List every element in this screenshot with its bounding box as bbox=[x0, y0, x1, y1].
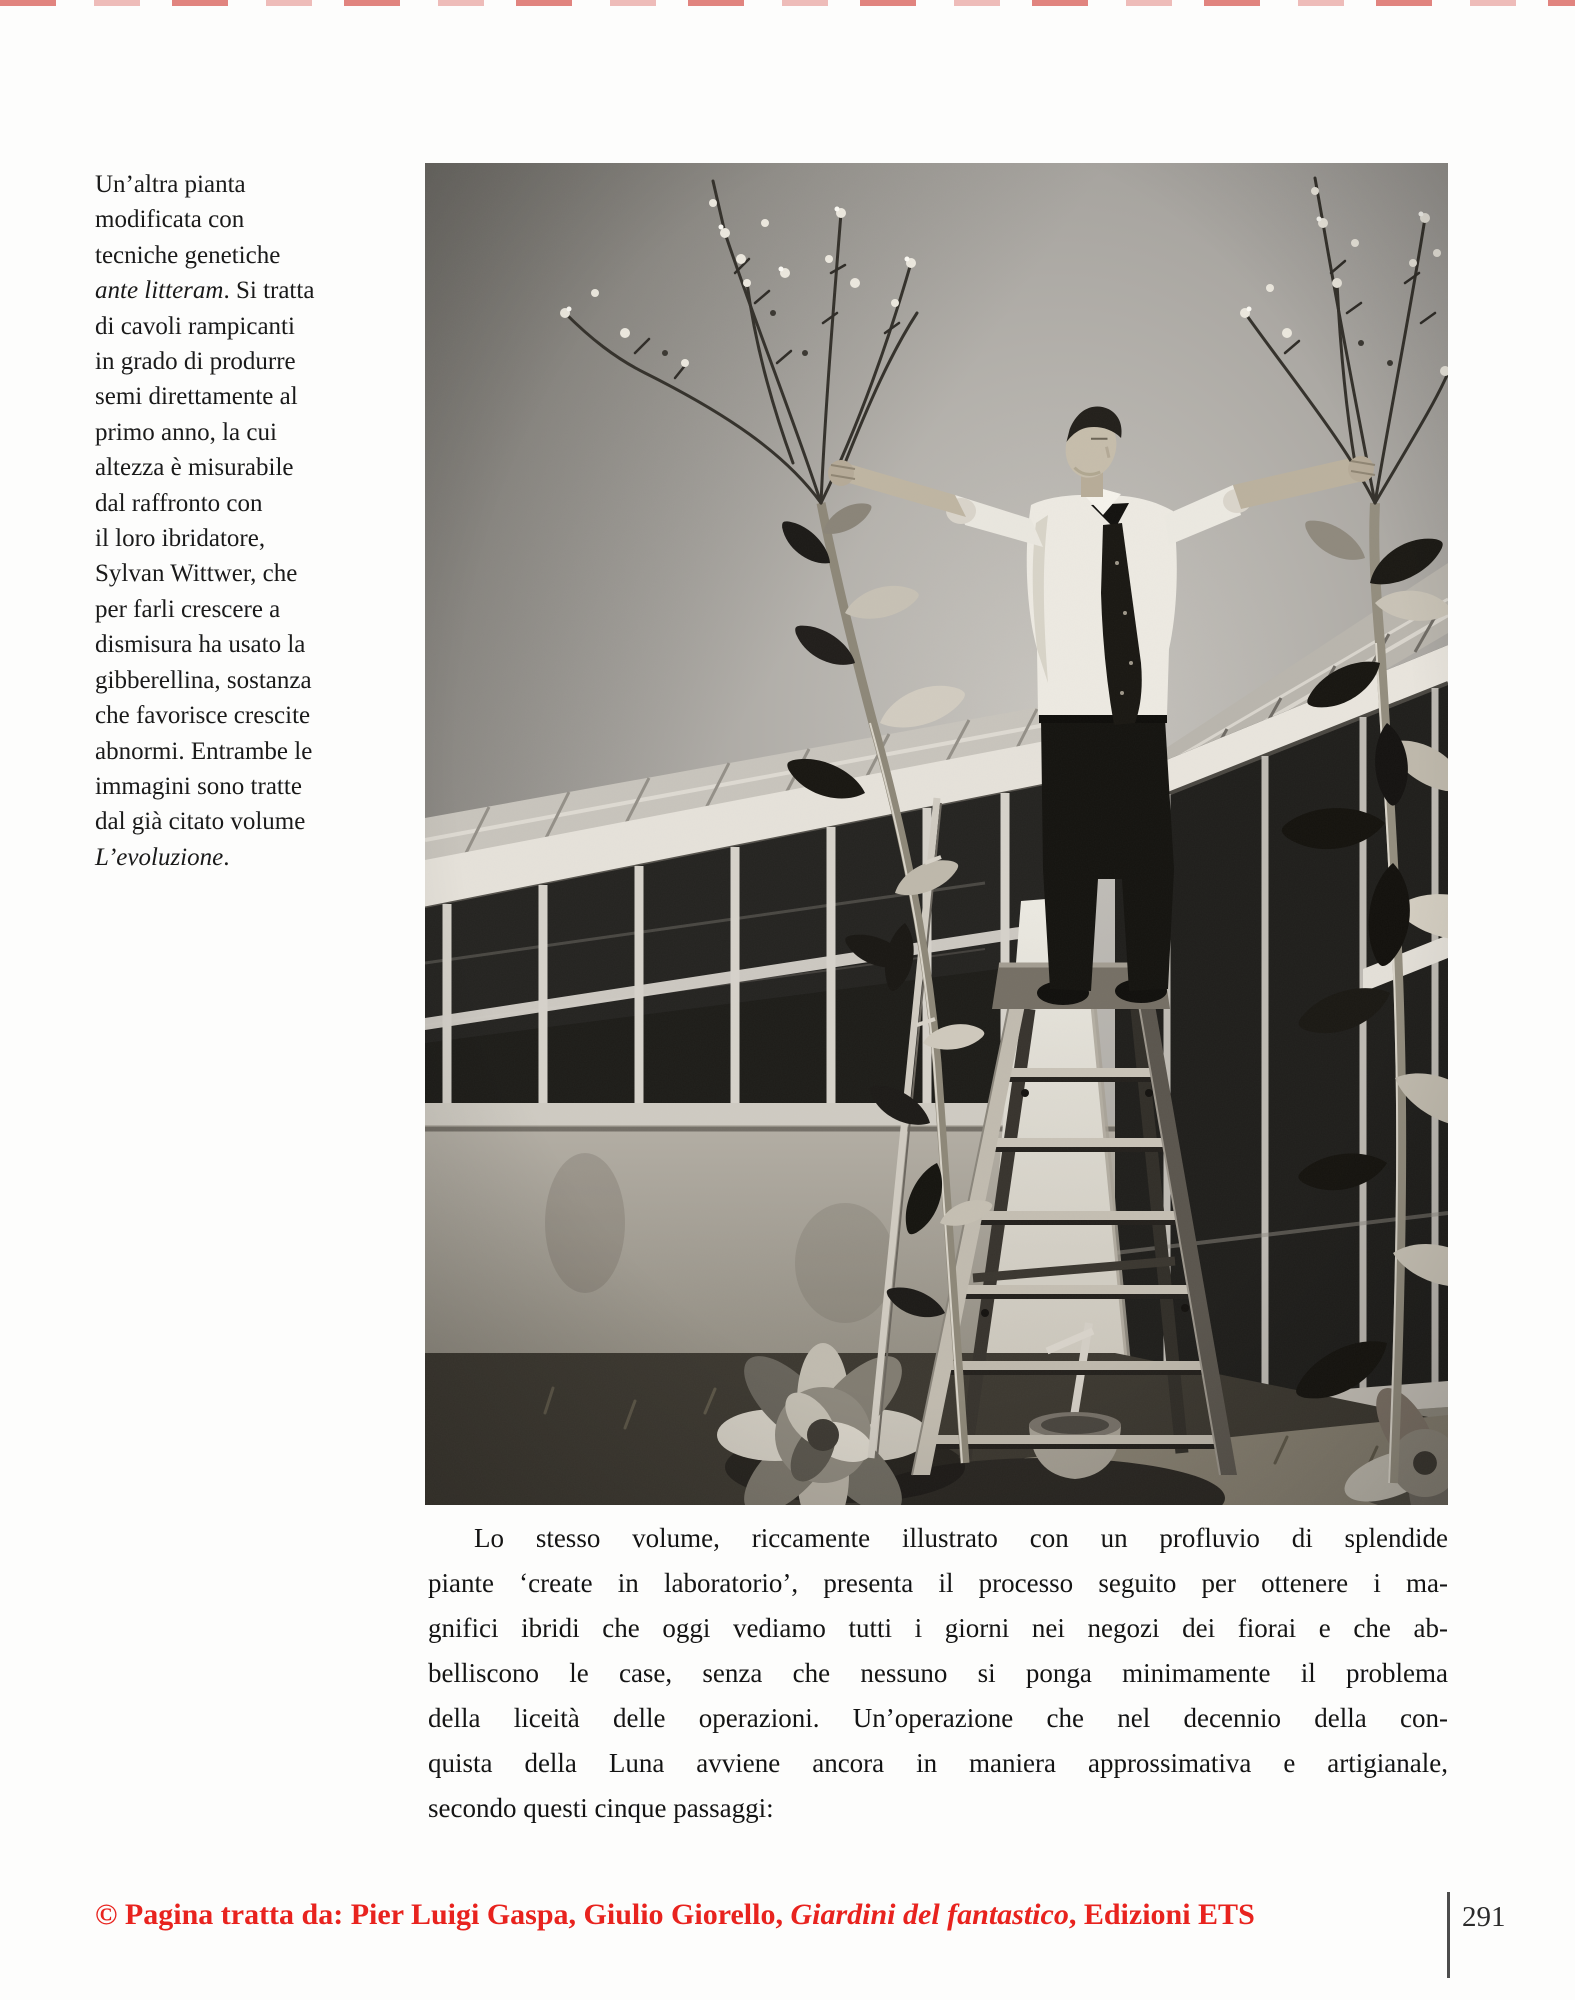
caption-line: dal già citato volume bbox=[95, 808, 306, 836]
body-line: Lo stesso volume, riccamente illustrato con un profluvio di splendide bbox=[474, 1523, 1448, 1553]
photo-illustration bbox=[425, 163, 1448, 1505]
caption-line: per farli crescere a bbox=[95, 595, 281, 623]
caption-line: il loro ibridatore, bbox=[95, 525, 266, 553]
body-line: belliscono le case, senza che nessuno si ponga minimamente il problema bbox=[428, 1658, 1448, 1688]
caption-line: Un’altra pianta bbox=[95, 171, 246, 198]
caption-line: di cavoli rampicanti bbox=[95, 312, 295, 340]
photo-caption bbox=[95, 167, 410, 875]
caption-line: immagini sono tratte bbox=[95, 772, 302, 800]
footer-rule bbox=[1447, 1892, 1450, 1978]
body-line: secondo questi cinque passaggi: bbox=[428, 1793, 774, 1823]
caption-line: abnormi. Entrambe le bbox=[95, 737, 313, 765]
film-grain bbox=[425, 163, 1448, 1505]
caption-line: in grado di produrre bbox=[95, 348, 296, 376]
caption-line: Sylvan Wittwer, che bbox=[95, 560, 298, 588]
caption-line: gibberellina, sostanza bbox=[95, 666, 312, 694]
caption-line: tecniche genetiche bbox=[95, 241, 281, 269]
caption-line: ante litteram. Si tratta bbox=[95, 277, 315, 305]
caption-line: dismisura ha usato la bbox=[95, 631, 306, 659]
body-line: gnifici ibridi che oggi vediamo tutti i giorni nei negozi dei fiorai e che ab- bbox=[428, 1613, 1448, 1643]
caption-line: altezza è misurabile bbox=[95, 454, 294, 482]
caption-line: che favorisce crescite bbox=[95, 702, 311, 730]
body-line: quista della Luna avviene ancora in maniera approssimativa e artigianale, bbox=[428, 1748, 1448, 1778]
body-paragraph bbox=[428, 1516, 1448, 1831]
caption-line: dal raffronto con bbox=[95, 489, 263, 517]
body-line: della liceità delle operazioni. Un’operazione che nel decennio della con- bbox=[428, 1703, 1448, 1733]
scan-artifact-strip bbox=[0, 0, 1575, 6]
caption-line: L’evoluzione. bbox=[95, 843, 230, 871]
caption-line: semi direttamente al bbox=[95, 383, 298, 411]
body-line: piante ‘create in laboratorio’, presenta il processo seguito per ottenere i ma- bbox=[428, 1568, 1448, 1598]
figure-photo bbox=[425, 163, 1448, 1505]
caption-line: primo anno, la cui bbox=[95, 418, 277, 446]
page-number: 291 bbox=[1462, 1901, 1506, 1933]
footer-credit: © Pagina tratta da: Pier Luigi Gaspa, Giulio Giorello, Giardini del fantastico, Edizioni ETS bbox=[95, 1898, 1255, 1931]
caption-line: modificata con bbox=[95, 206, 245, 234]
